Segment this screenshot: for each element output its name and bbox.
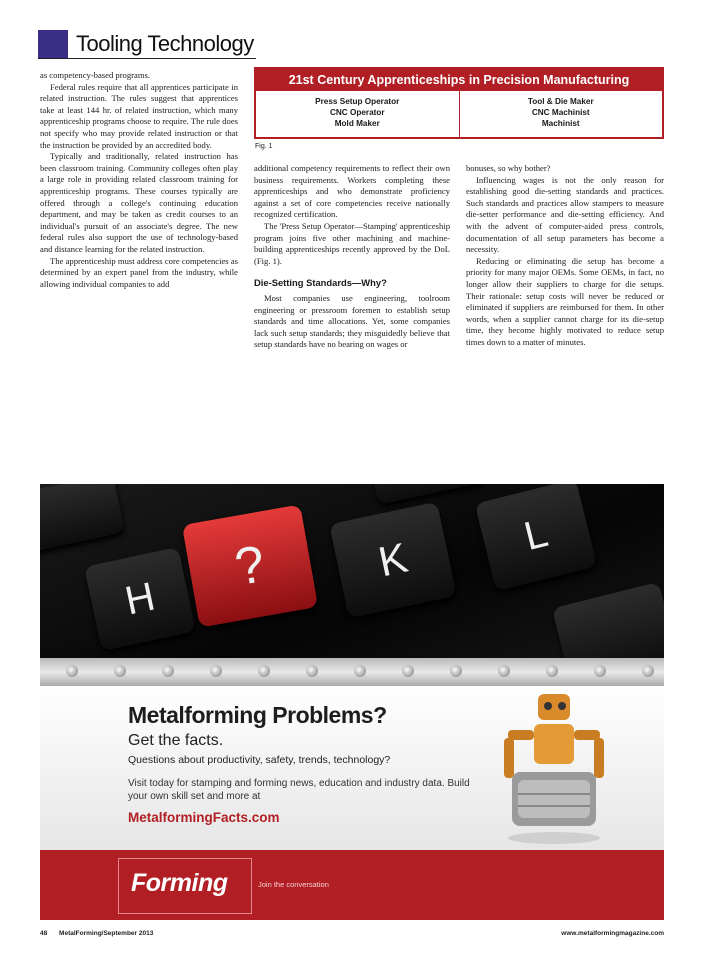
article-column-1 — [40, 70, 238, 290]
ad-tagline: Join the conversation — [258, 880, 329, 889]
question-key: ? — [182, 504, 318, 627]
ad-body-text: Visit today for stamping and forming news, education and industry data. Build your own skill set and more at — [128, 778, 470, 802]
forming-logo — [118, 858, 252, 914]
subheading: Die-Setting Standards—Why? — [254, 277, 387, 289]
keyboard-key: H — [84, 547, 196, 651]
role-item: Press Setup Operator — [315, 97, 400, 106]
section-header — [38, 30, 256, 58]
bolt-icon — [258, 665, 270, 677]
keyboard-key — [552, 582, 664, 658]
role-item: Mold Maker — [334, 119, 380, 128]
keyboard-key: K — [329, 502, 457, 619]
role-item: CNC Operator — [329, 108, 385, 117]
bolt-icon — [306, 665, 318, 677]
paragraph: additional competency requirements to reflect their own business requirements. Workers completing these apprenticeships and who demonstrate proficiency against a set of core competencies receive nationally recognized certification. — [254, 163, 450, 220]
keyboard-photo — [40, 484, 664, 658]
paragraph: bonuses, so why bother? — [466, 163, 551, 173]
header-rule — [38, 58, 256, 59]
bolt-icon — [210, 665, 222, 677]
article-column-2 — [254, 163, 450, 351]
bolt-icon — [114, 665, 126, 677]
page-number: 48 — [40, 930, 48, 937]
ad-headline: Metalforming Problems? — [128, 702, 387, 728]
role-item: Tool & Die Maker — [527, 97, 594, 106]
bolt-strip — [40, 658, 664, 686]
ad-url-link[interactable]: MetalformingFacts.com — [128, 810, 280, 825]
publication-info: MetalForming/September 2013 — [59, 930, 154, 937]
footer-website-link[interactable]: www.metalformingmagazine.com — [561, 930, 664, 937]
keyboard-key: L — [475, 484, 598, 591]
section-title: Tooling Technology — [76, 31, 254, 56]
bolt-icon — [162, 665, 174, 677]
bolt-icon — [546, 665, 558, 677]
figure-title: 21st Century Apprenticeships in Precision Manufacturing — [256, 69, 662, 91]
section-color-block — [38, 30, 68, 58]
paragraph: Typically and traditionally, related instruction has been classroom training. Community colleges often play a large role in providing related classroom training for apprenticeship programs. These courses typically are offered through a college's continuing education department, and may be taken as credit courses to an individual's pursuit of an associate's degree. The new federal rules also support the use of technology-based and distance learning for the related instruction. — [40, 151, 238, 254]
bolt-icon — [642, 665, 654, 677]
ad-subheadline: Get the facts. — [128, 732, 224, 749]
ad-body — [40, 686, 664, 850]
bolt-icon — [498, 665, 510, 677]
logo-text: Forming — [131, 869, 228, 897]
keyboard-key — [40, 484, 125, 555]
paragraph: Influencing wages is not the only reason for establishing good die-setting standards and practices. Such standards and practices allow stampers to measure die-setter performance and die-setting efficiency. And with the advent of computer-aided press controls, documentation of all setup parameters has become a necessity. — [466, 174, 664, 255]
bolt-icon — [66, 665, 78, 677]
ad-footer-band — [40, 850, 664, 920]
bolt-icon — [450, 665, 462, 677]
paragraph: The apprenticeship must address core competencies as determined by an expert panel from the industry, while allowing individual companies to add — [40, 255, 238, 289]
bolt-icon — [594, 665, 606, 677]
robot-illustration — [494, 688, 614, 848]
figure-left-roles — [256, 91, 459, 137]
paragraph: Federal rules require that all apprentices participate in related instruction. The rules suggest that apprentices take at least 144 hr. of related instruction, which many apprenticeship programs choose to require. The rule does not specify who may provide related instruction or that the instruction be provided by an accredited body. — [40, 81, 238, 150]
advertisement[interactable] — [40, 484, 664, 920]
figure-caption: Fig. 1 — [255, 143, 273, 150]
role-item: Machinist — [541, 119, 580, 128]
figure-right-roles — [459, 91, 663, 137]
paragraph: The 'Press Setup Operator—Stamping' apprenticeship program joins five other machining and machine-building apprenticeships recently approved by the DoL (Fig. 1). — [254, 220, 450, 266]
article-column-3 — [466, 163, 664, 349]
role-item: CNC Machinist — [531, 108, 590, 117]
page-footer-left — [40, 930, 153, 937]
paragraph: Most companies use engineering, toolroom engineering or pressroom foremen to establish setup standards and time allocations. Yet, some companies lack such setup standards; they misguidedly believe that setup standards have no bearing on wages or — [254, 292, 450, 350]
figure-apprenticeships — [254, 67, 664, 139]
bolt-icon — [402, 665, 414, 677]
ad-question: Questions about productivity, safety, trends, technology? — [128, 754, 391, 766]
paragraph: Reducing or eliminating die setup has become a priority for many major OEMs. Some OEMs, in fact, no longer allow their suppliers to charge for die setups. Their rationale: setup costs will never be reduced or eliminated if suppliers are reimbursed for them. In other words, when a supplier cannot charge for its die-setup time, they become highly motivated to reduce setup times down to a matter of minutes. — [466, 255, 664, 347]
bolt-icon — [354, 665, 366, 677]
paragraph: as competency-based programs. — [40, 70, 151, 80]
keyboard-key — [364, 484, 486, 505]
